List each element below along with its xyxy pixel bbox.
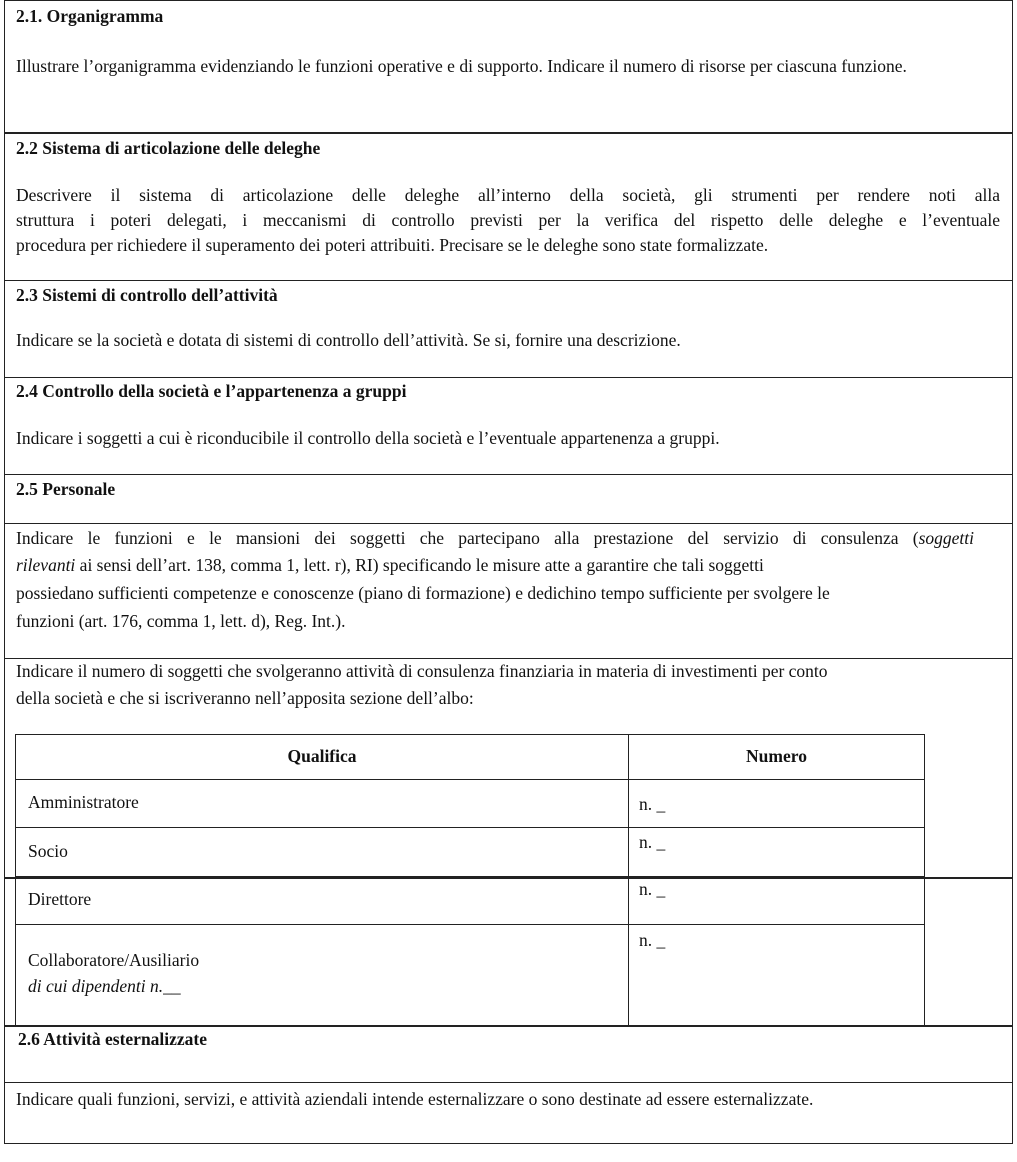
section-title: 2.5 Personale [16,479,116,499]
paragraph-italic: rilevanti [16,555,76,575]
qualifica-cell: Direttore [28,889,92,909]
section-title: 2.1. Organigramma [16,6,164,26]
table-row [628,779,925,828]
table-row [15,827,629,877]
paragraph-line: della società e che si iscriveranno nell’apposita sezione dell’albo: [16,688,474,708]
section-text: Illustrare l’organigramma evidenziando le funzioni operative e di supporto. Indicare il numero di risorse per ciascuna funzione. [16,56,907,76]
section-text-line: Descrivere il sistema di articolazione delle deleghe all’interno della società, gli strumenti per rendere noti alla [16,185,1000,205]
paragraph-line: funzioni (art. 176, comma 1, lett. d), Reg. Int.). [16,611,346,631]
qualifica-cell: Amministratore [28,792,139,812]
section-border [4,879,1013,1026]
numero-cell: n. _ [639,879,666,899]
paragraph-line [16,524,974,552]
numero-cell: n. _ [639,832,666,852]
section-text: Indicare i soggetti a cui è riconducibile il controllo della società e l’eventuale appartenenza a gruppi. [16,428,720,448]
numero-cell: n. _ [639,930,666,950]
paragraph-italic: soggetti [918,528,974,548]
section-text: Indicare se la società e dotata di sistemi di controllo dell’attività. Se si, fornire una descrizione. [16,330,681,350]
paragraph-line: Indicare il numero di soggetti che svolgeranno attività di consulenza finanziaria in materia di investimenti per conto [16,661,828,681]
paragraph-text: Indicare le funzioni e le mansioni dei soggetti che partecipano alla prestazione del servizio di consulenza ( [16,528,919,548]
paragraph-line: possiedano sufficienti competenze e conoscenze (piano di formazione) e dedichino tempo sufficiente per svolgere le [16,583,830,603]
qualifica-cell: Collaboratore/Ausiliario [28,950,200,970]
dipendenti-note: di cui dipendenti n.__ [28,976,181,996]
numero-cell: n. _ [639,794,666,814]
section-text-line: struttura i poteri delegati, i meccanismi di controllo previsti per la verifica del rispetto delle deleghe e l’eventuale [16,210,1000,230]
section-2-5-header [4,474,1013,524]
column-header: Numero [746,746,807,766]
section-text-line: procedura per richiedere il superamento dei poteri attribuiti. Precisare se le deleghe sono state formalizzate. [16,235,769,255]
section-title: 2.3 Sistemi di controllo dell’attività [16,285,278,305]
paragraph-text: ai sensi dell’art. 138, comma 1, lett. r), RI) specificando le misure atte a garantire che tali soggetti [75,555,764,575]
section-text: Indicare quali funzioni, servizi, e attività aziendali intende esternalizzare o sono destinate ad essere esternalizzate. [16,1089,814,1109]
qualifica-cell: Socio [28,841,68,861]
section-title: 2.6 Attività esternalizzate [18,1029,208,1049]
paragraph-line [16,551,1006,579]
section-title: 2.4 Controllo della società e l’appartenenza a gruppi [16,381,407,401]
table-row [628,827,925,877]
column-header: Qualifica [287,746,357,766]
section-title: 2.2 Sistema di articolazione delle deleghe [16,138,321,158]
